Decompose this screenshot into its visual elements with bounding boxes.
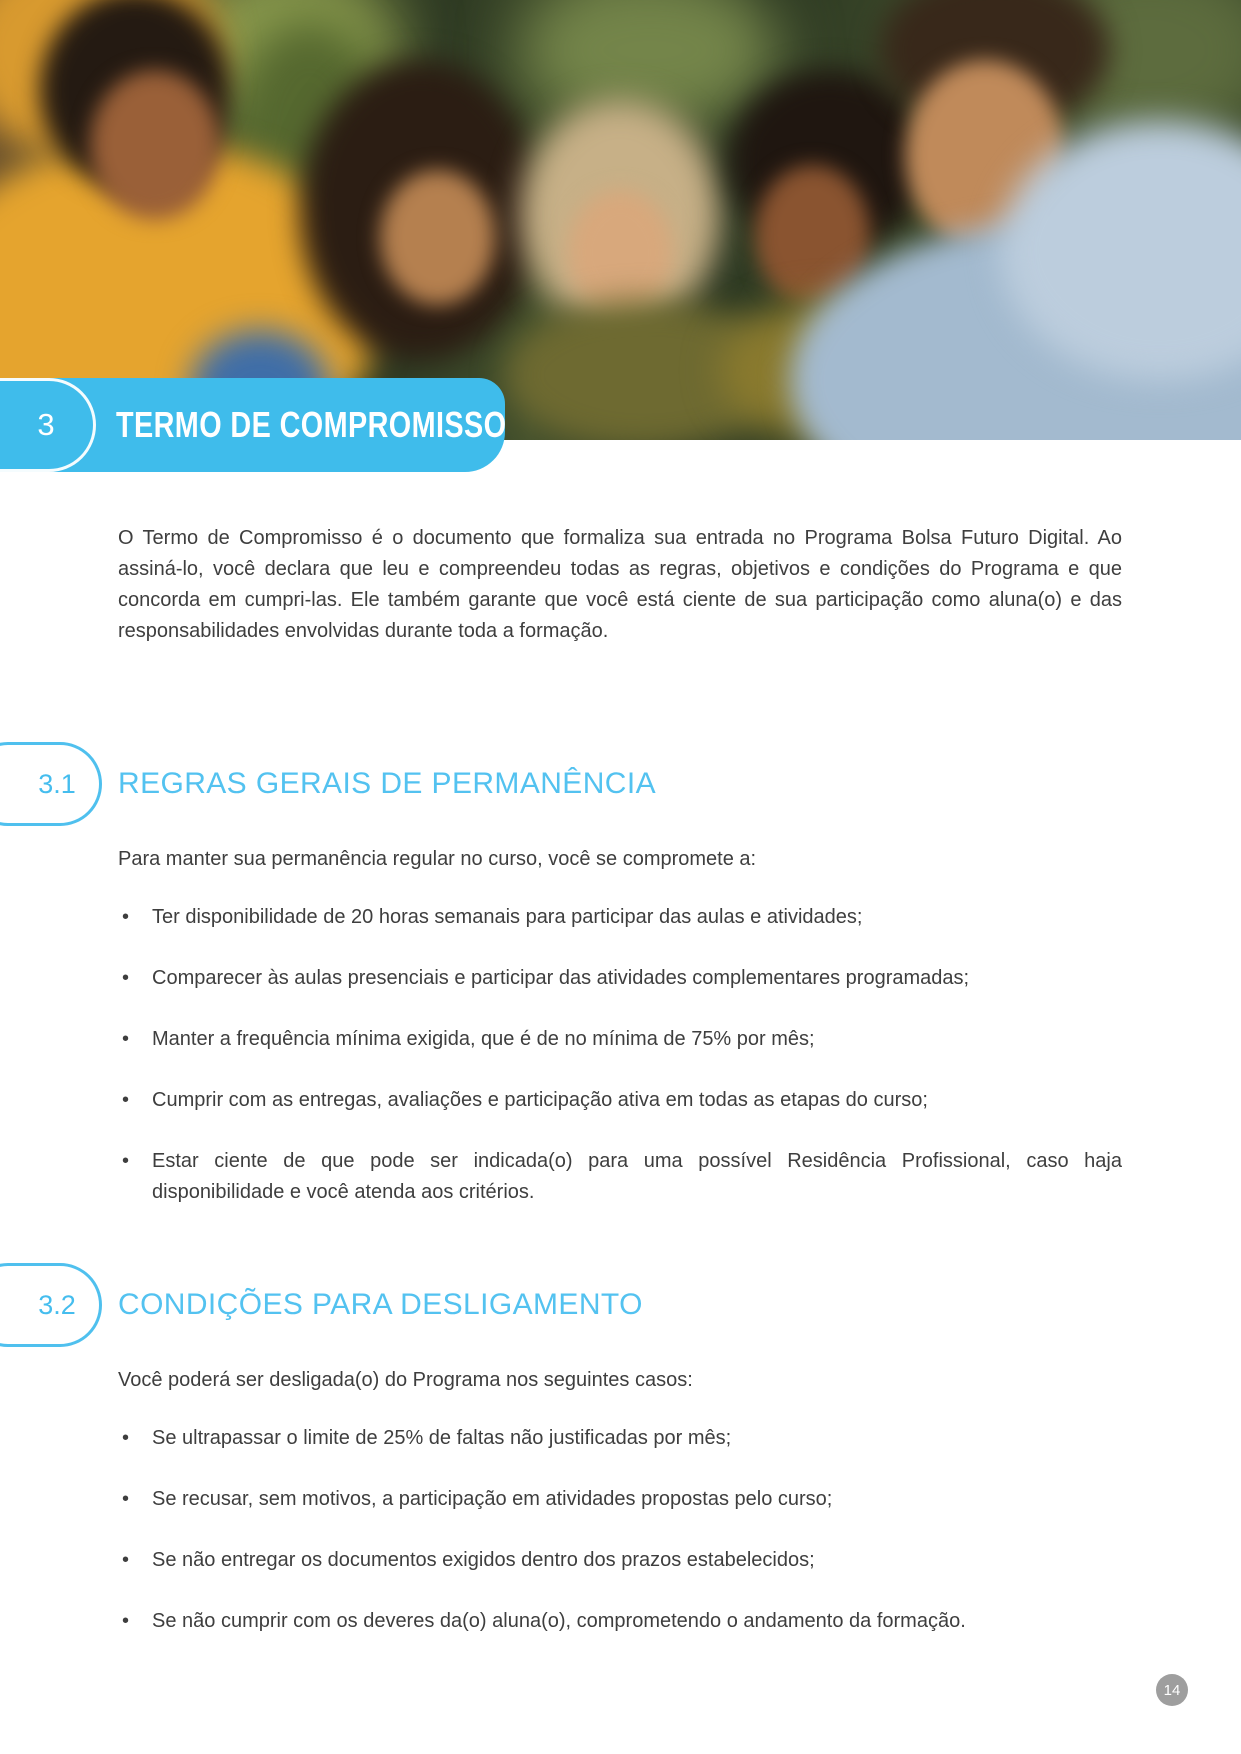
section-title: REGRAS GERAIS DE PERMANÊNCIA	[118, 767, 656, 800]
list-item: • Comparecer às aulas presenciais e participar das atividades complementares programadas;	[118, 963, 1122, 994]
section-header	[38, 1263, 1122, 1347]
page-number: 14	[1163, 1681, 1181, 1699]
list-item: • Estar ciente de que pode ser indicada(o) para uma possível Residência Profissional, caso haja disponibilidade e você atenda aos critérios.	[118, 1146, 1122, 1208]
section-number: 3.1	[38, 768, 76, 799]
list-item: • Se não entregar os documentos exigidos dentro dos prazos estabelecidos;	[118, 1545, 1122, 1576]
rules-list	[118, 1423, 1122, 1637]
section-regras-gerais	[38, 742, 1122, 1208]
section-lead: Para manter sua permanência regular no curso, você se compromete a:	[118, 848, 757, 870]
list-item: • Se ultrapassar o limite de 25% de faltas não justificadas por mês;	[118, 1423, 1122, 1454]
list-item: • Ter disponibilidade de 20 horas semanais para participar das aulas e atividades;	[118, 902, 1122, 933]
chapter-title: TERMO DE COMPROMISSO	[116, 404, 507, 445]
intro-paragraph: O Termo de Compromisso é o documento que formaliza sua entrada no Programa Bolsa Futuro Digital. Ao assiná-lo, você declara que leu e compreendeu todas as regras, objetivos e condições do Programa e que concorda em cumpri-las. Ele também garante que você está ciente de sua participação como aluna(o) e das responsabilidades envolvidas durante toda a formação.	[118, 527, 1122, 642]
section-number-badge	[0, 1263, 102, 1347]
list-item: • Se recusar, sem motivos, a participação em atividades propostas pelo curso;	[118, 1484, 1122, 1515]
section-number: 3.2	[38, 1289, 76, 1320]
section-condicoes-desligamento	[38, 1263, 1122, 1637]
list-item: • Se não cumprir com os deveres da(o) aluna(o), comprometendo o andamento da formação.	[118, 1606, 1122, 1637]
chapter-number: 3	[37, 407, 55, 442]
section-title: CONDIÇÕES PARA DESLIGAMENTO	[118, 1288, 643, 1321]
list-item: • Manter a frequência mínima exigida, que é de no mínima de 75% por mês;	[118, 1024, 1122, 1055]
list-item: • Cumprir com as entregas, avaliações e participação ativa em todas as etapas do curso;	[118, 1085, 1122, 1116]
rules-list	[118, 902, 1122, 1208]
section-number-badge	[0, 742, 102, 826]
page-number-badge	[1156, 1674, 1188, 1706]
section-header	[38, 742, 1122, 826]
section-lead: Você poderá ser desligada(o) do Programa nos seguintes casos:	[118, 1369, 693, 1391]
